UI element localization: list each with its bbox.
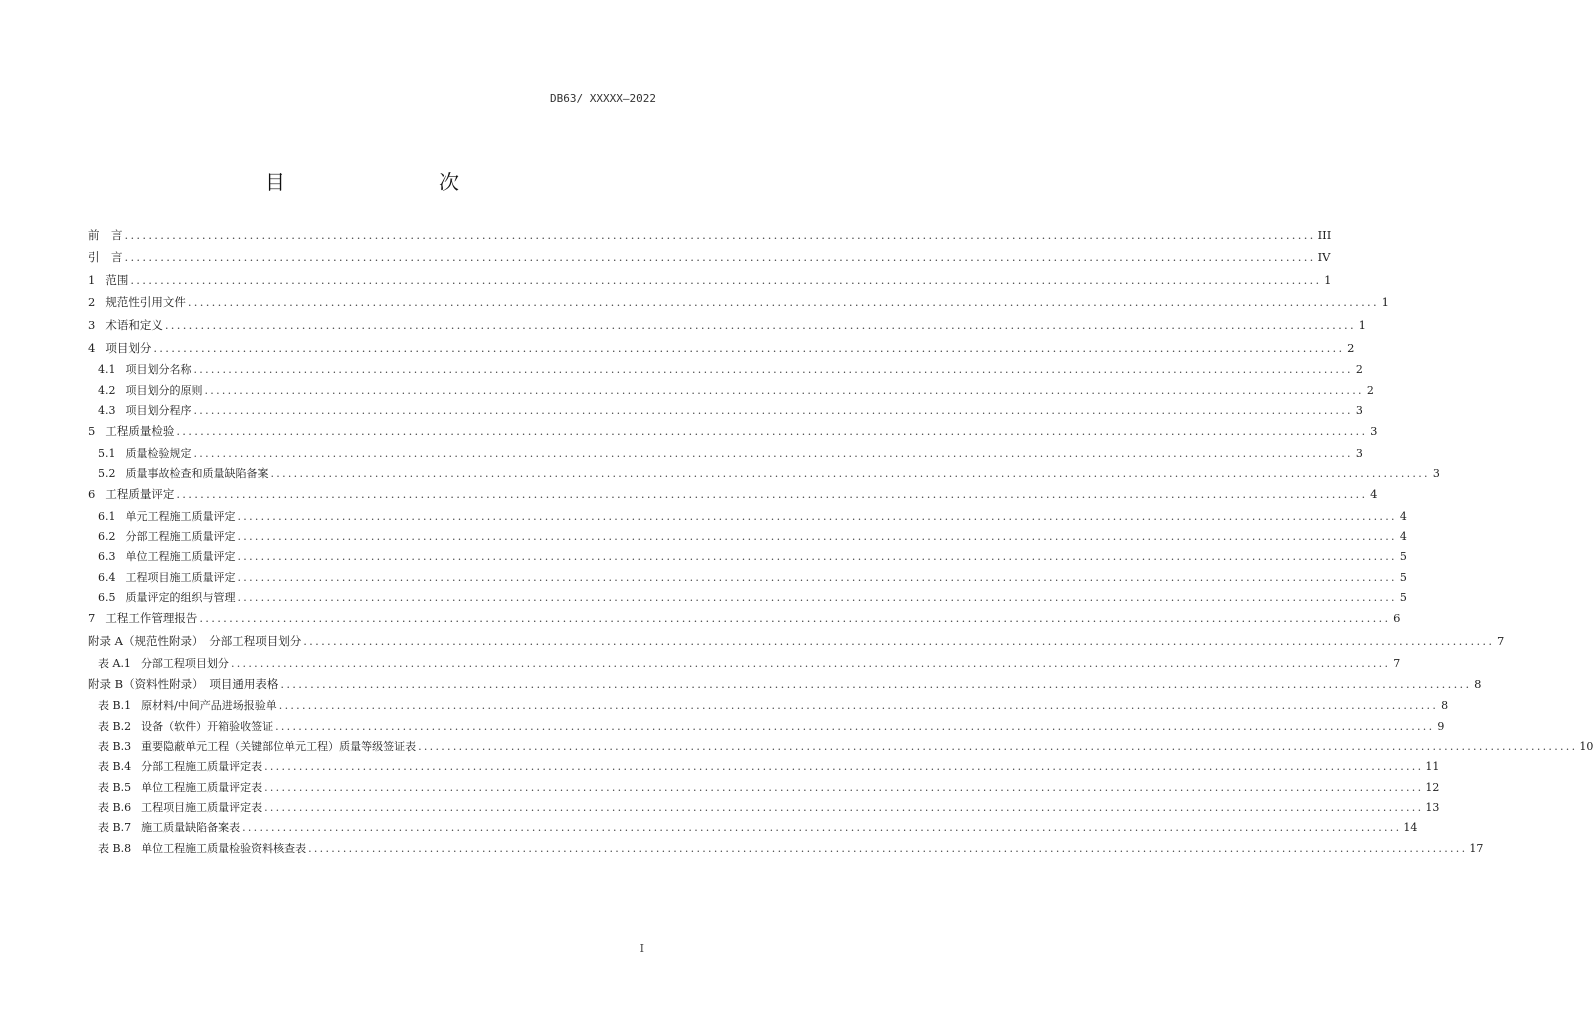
toc-entry-number: 表 B.2 [98, 719, 132, 733]
toc-entry[interactable] [88, 797, 1440, 817]
toc-entry-page: 1 [1381, 295, 1389, 310]
toc-dot-leader: ........................................................................................................................................................................................................ [237, 530, 1397, 544]
toc-entry-page: 3 [1370, 424, 1378, 438]
toc-entry-number: 3 [88, 317, 96, 332]
toc-entry[interactable] [88, 247, 1331, 270]
toc-entry-label: 单元工程施工质量评定 [125, 509, 236, 523]
toc-entry[interactable] [88, 838, 1484, 858]
toc-entry-number: 表 B.8 [98, 841, 132, 855]
toc-entry-page: 3 [1432, 466, 1440, 480]
toc-entry-number: 5 [88, 424, 96, 438]
toc-entry-label: 项目划分 [105, 340, 152, 355]
toc-dot-leader: ........................................................................................................................................................................................................ [264, 800, 1424, 814]
toc-dot-leader: ........................................................................................................................................................................................................ [237, 570, 1397, 584]
toc-entry-label: 引 言 [88, 250, 123, 265]
toc-dot-leader: ........................................................................................................................................................................................................ [264, 780, 1424, 794]
toc-entry[interactable] [88, 757, 1440, 777]
toc-entry[interactable] [88, 630, 1505, 653]
toc-entry-label: 项目划分程序 [125, 403, 192, 417]
page-title: 目 次 [265, 170, 497, 194]
toc-entry-label: 质量检验规定 [125, 446, 192, 460]
toc-dot-leader: ........................................................................................................................................................................................................ [164, 317, 1356, 332]
toc-entry-label: 工程项目施工质量评定表 [141, 800, 263, 814]
toc-entry-number: 6.4 [98, 570, 116, 584]
toc-dot-leader: ........................................................................................................................................................................................................ [308, 841, 1468, 855]
toc-entry-page: 9 [1437, 719, 1445, 733]
toc-entry[interactable] [88, 736, 1593, 756]
toc-entry-label: 附录 B（资料性附录） 项目通用表格 [88, 676, 279, 691]
toc-entry-page: 7 [1393, 656, 1401, 670]
toc-entry-number: 5.1 [98, 446, 116, 460]
toc-entry-page: 4 [1399, 530, 1407, 544]
toc-entry-number: 表 B.5 [98, 780, 132, 794]
toc-dot-leader: ........................................................................................................................................................................................................ [124, 227, 1316, 242]
toc-entry-number: 6.3 [98, 550, 116, 564]
toc-entry-page: 11 [1425, 760, 1440, 774]
toc-entry-page: 3 [1355, 403, 1363, 417]
toc-entry-page: 1 [1358, 317, 1366, 332]
toc-dot-leader: ........................................................................................................................................................................................................ [193, 363, 1353, 377]
toc-entry-label: 工程工作管理报告 [105, 611, 198, 626]
toc-entry-label: 单位工程施工质量检验资料核查表 [141, 841, 307, 855]
toc-entry[interactable] [88, 292, 1389, 315]
toc-dot-leader: ........................................................................................................................................................................................................ [280, 676, 1472, 691]
toc-entry-label: 分部工程施工质量评定 [125, 530, 236, 544]
toc-dot-leader: ........................................................................................................................................................................................................ [303, 633, 1495, 648]
toc-dot-leader: ........................................................................................................................................................................................................ [278, 699, 1439, 713]
toc-entry[interactable] [88, 716, 1445, 736]
toc-entry-label: 分部工程施工质量评定表 [141, 760, 263, 774]
toc-entry-page: 5 [1399, 570, 1407, 584]
toc-entry-number: 2 [88, 295, 96, 310]
toc-entry-page: 4 [1399, 509, 1407, 523]
toc-entry-number: 6.5 [98, 591, 116, 605]
toc-entry-page: 17 [1469, 841, 1484, 855]
toc-entry[interactable] [88, 360, 1363, 380]
toc-entry-number: 表 B.7 [98, 821, 132, 835]
toc-entry[interactable] [88, 420, 1378, 443]
toc-entry-page: 2 [1355, 363, 1363, 377]
toc-entry-label: 工程质量检验 [105, 424, 175, 438]
toc-entry-label: 工程项目施工质量评定 [125, 570, 236, 584]
toc-entry-page: IV [1317, 250, 1331, 265]
toc-entry-page: 5 [1399, 591, 1407, 605]
toc-entry[interactable] [88, 314, 1366, 337]
toc-entry[interactable] [88, 608, 1401, 631]
toc-entry-page: 8 [1441, 699, 1449, 713]
toc-entry[interactable] [88, 269, 1332, 292]
toc-entry[interactable] [88, 653, 1401, 673]
toc-entry-number: 6.2 [98, 530, 116, 544]
toc-entry-label: 项目划分名称 [125, 363, 192, 377]
toc-dot-leader: ........................................................................................................................................................................................................ [176, 424, 1368, 438]
toc-dot-leader: ........................................................................................................................................................................................................ [275, 719, 1435, 733]
toc-entry-page: 8 [1474, 676, 1482, 691]
toc-entry-number: 6.1 [98, 509, 116, 523]
toc-entry-label: 重要隐蔽单元工程（关键部位单元工程）质量等级签证表 [141, 740, 417, 754]
toc-dot-leader: ........................................................................................................................................................................................................ [124, 250, 1316, 265]
toc-entry-label: 分部工程项目划分 [140, 656, 229, 670]
toc-entry-page: 2 [1347, 340, 1355, 355]
toc-dot-leader: ........................................................................................................................................................................................................ [237, 509, 1397, 523]
toc-entry-number: 4 [88, 340, 96, 355]
toc-dot-leader: ........................................................................................................................................................................................................ [176, 487, 1368, 502]
toc-entry-number: 表 B.3 [98, 740, 132, 754]
toc-entry-number: 表 A.1 [98, 656, 131, 670]
toc-entry-number: 表 B.6 [98, 800, 132, 814]
toc-entry[interactable] [88, 443, 1363, 463]
toc-entry-number: 1 [88, 272, 96, 287]
toc-entry[interactable] [88, 527, 1407, 547]
toc-dot-leader: ........................................................................................................................................................................................................ [204, 383, 1364, 397]
toc-entry[interactable] [88, 818, 1418, 838]
toc-entry-label: 原材料/中间产品进场报验单 [141, 699, 277, 713]
toc-entry-label: 术语和定义 [105, 317, 163, 332]
toc-entry-page: 3 [1355, 446, 1363, 460]
toc-entry-label: 设备（软件）开箱验收签证 [141, 719, 274, 733]
toc-dot-leader: ........................................................................................................................................................................................................ [270, 466, 1430, 480]
toc-entry-number: 表 B.1 [98, 699, 132, 713]
toc-entry-number: 4.3 [98, 403, 116, 417]
toc-dot-leader: ........................................................................................................................................................................................................ [230, 656, 1391, 670]
page-number: I [639, 942, 644, 955]
toc-entry[interactable] [88, 587, 1407, 607]
toc-entry-label: 质量评定的组织与管理 [125, 591, 236, 605]
toc-entry-label: 项目划分的原则 [125, 383, 203, 397]
toc-entry-label: 附录 A（规范性附录） 分部工程项目划分 [88, 633, 302, 648]
toc-entry[interactable] [88, 777, 1440, 797]
toc-entry-page: 12 [1425, 780, 1440, 794]
toc-entry[interactable] [88, 673, 1482, 696]
toc-entry[interactable] [88, 567, 1407, 587]
toc-entry-number: 6 [88, 487, 96, 502]
toc-dot-leader: ........................................................................................................................................................................................................ [187, 295, 1379, 310]
toc-dot-leader: ........................................................................................................................................................................................................ [130, 272, 1322, 287]
toc-entry[interactable] [88, 463, 1440, 483]
toc-entry-label: 质量事故检查和质量缺陷备案 [125, 466, 269, 480]
toc-entry[interactable] [88, 547, 1407, 567]
toc-entry-number: 7 [88, 611, 96, 626]
toc-entry-label: 单位工程施工质量评定表 [141, 780, 263, 794]
toc-entry[interactable] [88, 400, 1363, 420]
toc-dot-leader: ........................................................................................................................................................................................................ [199, 611, 1391, 626]
toc-entry-number: 5.2 [98, 466, 116, 480]
toc-dot-leader: ........................................................................................................................................................................................................ [242, 821, 1402, 835]
toc-dot-leader: ........................................................................................................................................................................................................ [193, 446, 1353, 460]
toc-entry-page: 2 [1366, 383, 1374, 397]
toc-entry[interactable] [88, 696, 1449, 716]
toc-entry[interactable] [88, 506, 1407, 526]
toc-entry[interactable] [88, 224, 1332, 247]
toc-entry-label: 规范性引用文件 [105, 295, 186, 310]
toc-entry-page: 13 [1425, 800, 1440, 814]
toc-entry[interactable] [88, 484, 1378, 507]
toc-entry-page: 5 [1399, 550, 1407, 564]
toc-entry-label: 范围 [105, 272, 129, 287]
toc-dot-leader: ........................................................................................................................................................................................................ [193, 403, 1353, 417]
table-of-contents [88, 224, 1593, 858]
toc-entry-number: 4.1 [98, 363, 116, 377]
toc-entry[interactable] [88, 337, 1355, 360]
document-code: DB63/ XXXXX—2022 [550, 92, 656, 105]
toc-dot-leader: ........................................................................................................................................................................................................ [418, 740, 1578, 754]
toc-entry[interactable] [88, 380, 1374, 400]
toc-entry-number: 表 B.4 [98, 760, 132, 774]
toc-entry-page: III [1317, 227, 1332, 242]
toc-entry-label: 工程质量评定 [105, 487, 175, 502]
toc-entry-page: 6 [1393, 611, 1401, 626]
toc-entry-page: 10 [1579, 740, 1593, 754]
toc-dot-leader: ........................................................................................................................................................................................................ [237, 550, 1397, 564]
toc-entry-page: 4 [1370, 487, 1378, 502]
toc-dot-leader: ........................................................................................................................................................................................................ [237, 591, 1397, 605]
toc-entry-page: 7 [1497, 633, 1505, 648]
toc-dot-leader: ........................................................................................................................................................................................................ [264, 760, 1424, 774]
toc-entry-page: 1 [1324, 272, 1332, 287]
toc-entry-label: 单位工程施工质量评定 [125, 550, 236, 564]
toc-entry-page: 14 [1403, 821, 1418, 835]
toc-entry-number: 4.2 [98, 383, 116, 397]
toc-entry-label: 施工质量缺陷备案表 [141, 821, 241, 835]
toc-dot-leader: ........................................................................................................................................................................................................ [153, 340, 1345, 355]
toc-entry-label: 前 言 [88, 227, 123, 242]
